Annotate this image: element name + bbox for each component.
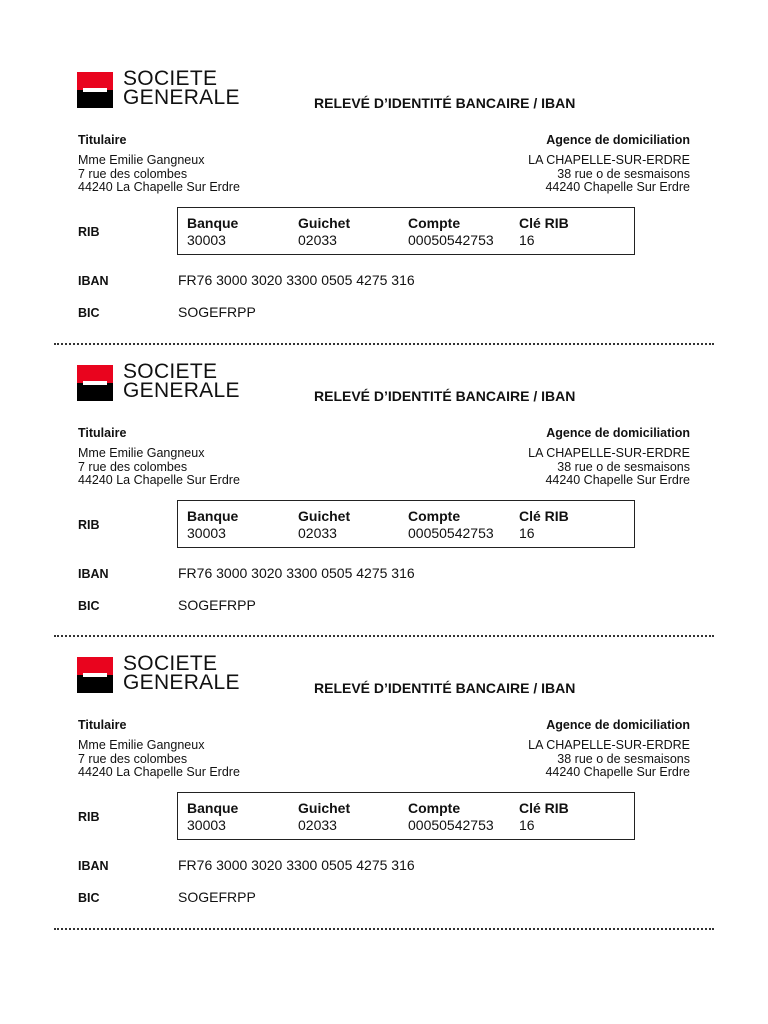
logo-line-1: SOCIETE — [123, 67, 218, 90]
bic-value: SOGEFRPP — [178, 889, 256, 905]
holder-name: Mme Emilie Gangneux — [78, 446, 205, 460]
rib-box — [177, 207, 635, 255]
holder-address-2: 44240 La Chapelle Sur Erdre — [78, 472, 240, 487]
rib-copy-2 — [0, 293, 768, 613]
iban-label: IBAN — [78, 567, 109, 581]
bic-label: BIC — [78, 306, 100, 320]
societe-generale-logo — [77, 652, 267, 697]
holder-address-2: 44240 La Chapelle Sur Erdre — [78, 179, 240, 194]
cle-rib-label: Clé RIB — [519, 215, 569, 231]
iban-value: FR76 3000 3020 3300 0505 4275 316 — [178, 272, 415, 288]
agency-address-2: 44240 Chapelle Sur Erdre — [545, 764, 690, 779]
compte-value: 00050542753 — [408, 817, 494, 833]
document-title: RELEVÉ D’IDENTITÉ BANCAIRE / IBAN — [314, 388, 576, 404]
logo-wordmark — [123, 362, 240, 400]
cle-rib-label: Clé RIB — [519, 800, 569, 816]
holder-address-1: 7 rue des colombes — [78, 752, 188, 766]
agency-address-2: 44240 Chapelle Sur Erdre — [545, 179, 690, 194]
iban-label: IBAN — [78, 274, 109, 288]
brand-square-icon — [77, 72, 113, 108]
rib-banque — [187, 215, 238, 249]
agency-details — [528, 153, 690, 193]
rib-banque — [187, 800, 238, 834]
logo-wordmark — [123, 69, 240, 107]
bic-value: SOGEFRPP — [178, 304, 256, 320]
holder-name: Mme Emilie Gangneux — [78, 153, 205, 167]
holder-name: Mme Emilie Gangneux — [78, 738, 205, 752]
rib-label: RIB — [78, 810, 100, 824]
logo-line-1: SOCIETE — [123, 652, 218, 675]
rib-cle — [519, 508, 569, 542]
compte-label: Compte — [408, 800, 461, 816]
bic-label: BIC — [78, 891, 100, 905]
document-title: RELEVÉ D’IDENTITÉ BANCAIRE / IBAN — [314, 680, 576, 696]
rib-cle — [519, 215, 569, 249]
rib-label: RIB — [78, 225, 100, 239]
rib-label: RIB — [78, 518, 100, 532]
cle-rib-value: 16 — [519, 525, 535, 541]
banque-label: Banque — [187, 215, 239, 231]
societe-generale-logo — [77, 67, 267, 112]
rib-guichet — [298, 215, 350, 249]
agency-address-1: 38 rue o de sesmaisons — [557, 167, 690, 181]
agency-address-2: 44240 Chapelle Sur Erdre — [545, 472, 690, 487]
agency-address-1: 38 rue o de sesmaisons — [557, 752, 690, 766]
banque-value: 30003 — [187, 817, 226, 833]
bic-value: SOGEFRPP — [178, 597, 256, 613]
rib-compte — [408, 508, 494, 542]
banque-label: Banque — [187, 508, 239, 524]
document-title: RELEVÉ D’IDENTITÉ BANCAIRE / IBAN — [314, 95, 576, 111]
compte-label: Compte — [408, 508, 461, 524]
holder-label: Titulaire — [78, 718, 127, 732]
brand-square-icon — [77, 657, 113, 693]
logo-line-2: GENERALE — [123, 86, 240, 109]
guichet-value: 02033 — [298, 525, 337, 541]
cle-rib-label: Clé RIB — [519, 508, 569, 524]
holder-details — [78, 738, 240, 778]
agency-label: Agence de domiciliation — [546, 133, 690, 147]
rib-banque — [187, 508, 238, 542]
logo-line-2: GENERALE — [123, 379, 240, 402]
guichet-label: Guichet — [298, 508, 351, 524]
logo-line-1: SOCIETE — [123, 360, 218, 383]
rib-box — [177, 792, 635, 840]
compte-value: 00050542753 — [408, 232, 494, 248]
guichet-label: Guichet — [298, 215, 351, 231]
banque-value: 30003 — [187, 525, 226, 541]
agency-name: LA CHAPELLE-SUR-ERDRE — [528, 446, 690, 460]
rib-copy-3 — [0, 585, 768, 905]
holder-label: Titulaire — [78, 133, 127, 147]
societe-generale-logo — [77, 360, 267, 405]
agency-label: Agence de domiciliation — [546, 426, 690, 440]
brand-square-icon — [77, 365, 113, 401]
rib-guichet — [298, 508, 350, 542]
holder-address-1: 7 rue des colombes — [78, 167, 188, 181]
compte-value: 00050542753 — [408, 525, 494, 541]
rib-compte — [408, 215, 494, 249]
cle-rib-value: 16 — [519, 232, 535, 248]
guichet-value: 02033 — [298, 232, 337, 248]
holder-label: Titulaire — [78, 426, 127, 440]
rib-guichet — [298, 800, 350, 834]
logo-line-2: GENERALE — [123, 671, 240, 694]
holder-address-2: 44240 La Chapelle Sur Erdre — [78, 764, 240, 779]
guichet-value: 02033 — [298, 817, 337, 833]
rib-compte — [408, 800, 494, 834]
rib-box — [177, 500, 635, 548]
agency-name: LA CHAPELLE-SUR-ERDRE — [528, 738, 690, 752]
banque-value: 30003 — [187, 232, 226, 248]
holder-address-1: 7 rue des colombes — [78, 460, 188, 474]
rib-cle — [519, 800, 569, 834]
bic-label: BIC — [78, 599, 100, 613]
agency-name: LA CHAPELLE-SUR-ERDRE — [528, 153, 690, 167]
agency-details — [528, 738, 690, 778]
cle-rib-value: 16 — [519, 817, 535, 833]
holder-details — [78, 153, 240, 193]
holder-details — [78, 446, 240, 486]
iban-value: FR76 3000 3020 3300 0505 4275 316 — [178, 857, 415, 873]
agency-details — [528, 446, 690, 486]
iban-label: IBAN — [78, 859, 109, 873]
agency-address-1: 38 rue o de sesmaisons — [557, 460, 690, 474]
agency-label: Agence de domiciliation — [546, 718, 690, 732]
guichet-label: Guichet — [298, 800, 351, 816]
iban-value: FR76 3000 3020 3300 0505 4275 316 — [178, 565, 415, 581]
banque-label: Banque — [187, 800, 239, 816]
compte-label: Compte — [408, 215, 461, 231]
cut-line-divider — [54, 928, 714, 930]
logo-wordmark — [123, 654, 240, 692]
rib-copy-1 — [0, 0, 768, 320]
